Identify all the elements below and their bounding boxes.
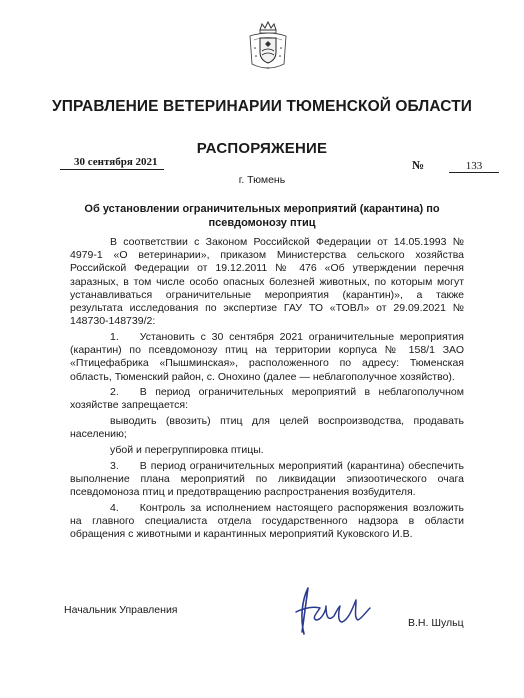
item-2-sub-2: убой и перегруппировка птицы.	[110, 444, 264, 457]
document-type: РАСПОРЯЖЕНИЕ	[196, 140, 328, 157]
item-4: 4. Контроль за исполнением настоящего распоряжения возложить на главного специалиста отдела государственного надзора в области обращения с животными и карантинных мероприятий Куковского И.В.	[70, 501, 464, 541]
number-label: №	[412, 158, 425, 172]
handwritten-signature	[282, 582, 374, 640]
signatory-position: Начальник Управления	[64, 604, 178, 616]
document-body	[70, 236, 464, 544]
document-number: 133	[449, 160, 499, 173]
item-2: 2. В период ограничительных мероприятий в неблагополучном хозяйстве запрещается:	[70, 386, 464, 412]
item-2-sub-1: выводить (ввозить) птиц для целей воспроизводства, продавать населению;	[70, 415, 464, 441]
signatory-name: В.Н. Шульц	[408, 617, 464, 629]
item-3: 3. В период ограничительных мероприятий (карантина) обеспечить выполнение плана мероприятий по ликвидации эпизоотического очага псевдомоноза птиц и предотвращению распространения возбудителя.	[70, 459, 464, 499]
document-title: Об установлении ограничительных мероприятий (карантина) по псевдомонозу птиц	[84, 203, 440, 229]
coat-of-arms-icon	[244, 20, 292, 76]
organization-name: УПРАВЛЕНИЕ ВЕТЕРИНАРИИ ТЮМЕНСКОЙ ОБЛАСТИ	[51, 98, 473, 115]
city: г. Тюмень	[238, 174, 286, 186]
document-date: 30 сентября 2021	[60, 156, 164, 170]
intro-paragraph: В соответствии с Законом Российской Федерации от 14.05.1993 № 4979-1 «О ветеринарии», приказом Министерства сельского хозяйства Российской Федерации от 19.12.2011 № 476 «Об утверждении перечня заразных, в том числе особо опасных болезней животных, по которым могут устанавливаться ограничительные мероприятия (карантин)», а также результата исследования по экспертизе ГАУ ТО «ТОВЛ» от 29.09.2021 № 148730-148739/2:	[70, 236, 464, 328]
item-1: 1. Установить с 30 сентября 2021 ограничительные мероприятия (карантин) по псевдомонозу птиц на территории корпуса № 158/1 ЗАО «Птицефабрика «Пышминская», расположенного по адресу: Тюменская область, Тюменский район, с. Онохино (далее — неблагополучное хозяйство).	[70, 330, 464, 383]
